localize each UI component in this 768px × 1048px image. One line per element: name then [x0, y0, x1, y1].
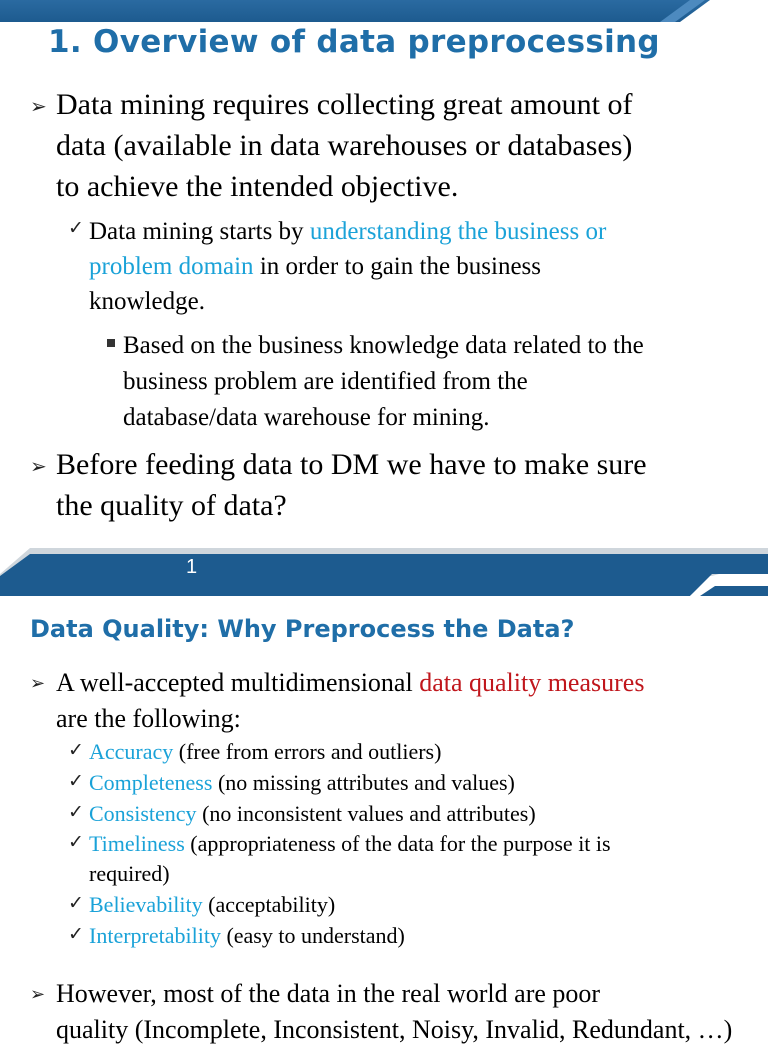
arrow-bullet-icon: ➢ — [30, 673, 46, 694]
measure-term: Completeness — [89, 770, 213, 795]
top-header-band — [0, 0, 768, 22]
measure-desc: (easy to understand) — [220, 923, 405, 948]
checkmark-icon: ✓ — [68, 831, 84, 853]
slide1-title: 1. Overview of data preprocessing — [48, 24, 660, 60]
measure-desc: (appropriateness of the data for the purpose it is — [184, 831, 611, 856]
measure-desc: (acceptability) — [202, 892, 336, 917]
measure-desc: (free from errors and outliers) — [173, 739, 442, 764]
slide1-bullet1-line3: to achieve the intended objective. — [56, 170, 459, 203]
checkmark-icon: ✓ — [68, 217, 84, 239]
sub1-text-cont: in order to gain the business — [253, 253, 542, 280]
sub1-text: Data mining starts by — [89, 218, 310, 245]
measure-term: Accuracy — [89, 739, 174, 764]
checkmark-icon: ✓ — [68, 739, 84, 761]
slide2-bullet1-line1 — [56, 665, 644, 701]
slide2-bullet1-highlight: data quality measures — [419, 668, 645, 697]
checkmark-icon: ✓ — [68, 770, 84, 792]
measure-consistency — [89, 798, 536, 829]
checkmark-icon: ✓ — [68, 801, 84, 823]
slide1-bullet2-line2: the quality of data? — [56, 489, 287, 522]
arrow-bullet-icon: ➢ — [30, 94, 47, 118]
arrow-bullet-icon: ➢ — [30, 454, 47, 478]
slide2-bullet1-line2: are the following: — [56, 704, 241, 733]
measure-accuracy — [89, 736, 441, 767]
measure-timeliness — [89, 828, 611, 859]
footer-band — [0, 548, 768, 596]
checkmark-icon: ✓ — [68, 892, 84, 914]
slide1-subsub-line1: Based on the business knowledge data related to the — [123, 332, 644, 359]
slide1-sub1-line1 — [89, 214, 606, 249]
square-bullet-icon — [107, 339, 115, 347]
measure-term: Consistency — [89, 801, 197, 826]
checkmark-icon: ✓ — [68, 923, 84, 945]
measure-desc: (no inconsistent values and attributes) — [196, 801, 536, 826]
measure-interpretability — [89, 920, 405, 951]
sub1-highlight-cont: problem domain — [89, 253, 254, 280]
measure-term: Interpretability — [89, 923, 221, 948]
arrow-bullet-icon: ➢ — [30, 984, 46, 1005]
sub1-highlight: understanding the business or — [309, 218, 607, 245]
slide2-bullet1-text: A well-accepted multidimensional — [56, 668, 420, 697]
measure-term: Timeliness — [89, 831, 185, 856]
slide1-subsub-line3: database/data warehouse for mining. — [123, 404, 490, 431]
slide2-bullet2-line2: quality (Incomplete, Inconsistent, Noisy, Invalid, Redundant, …) — [56, 1015, 733, 1044]
slide1-sub1-line3: knowledge. — [89, 288, 205, 315]
slide1-bullet1-line2: data (available in data warehouses or databases) — [56, 129, 633, 162]
measure-believability — [89, 889, 335, 920]
slide1-bullet2-line1: Before feeding data to DM we have to make sure — [56, 448, 647, 481]
slide1-sub1-line2 — [89, 249, 541, 284]
measure-timeliness-cont: required) — [89, 861, 170, 886]
slide2-title: Data Quality: Why Preprocess the Data? — [30, 615, 575, 643]
slide1-bullet1-line1: Data mining requires collecting great amount of — [56, 88, 633, 121]
measure-desc: (no missing attributes and values) — [212, 770, 515, 795]
measure-term: Believability — [89, 892, 203, 917]
page-number: 1 — [186, 556, 198, 578]
slide1-subsub-line2: business problem are identified from the — [123, 368, 528, 395]
slide2-bullet2-line1: However, most of the data in the real world are poor — [56, 979, 601, 1008]
measure-completeness — [89, 767, 515, 798]
